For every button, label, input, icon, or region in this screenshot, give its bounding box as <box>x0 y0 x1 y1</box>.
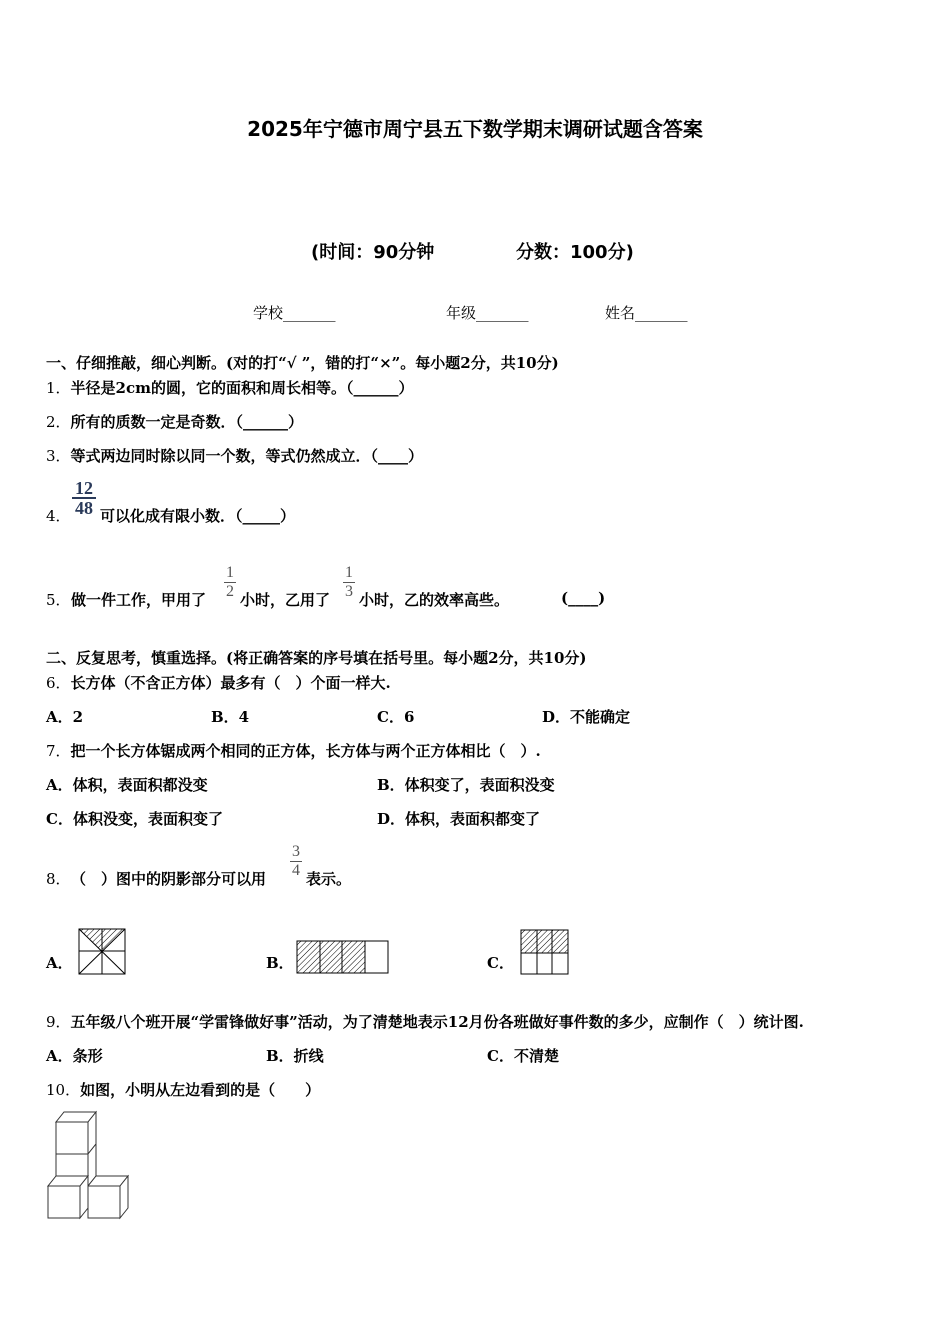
option-d: D．体积，表面积都变了 <box>377 810 541 828</box>
question-text: 所有的质数一定是奇数．（______） <box>70 413 304 431</box>
question-5-text-3: 小时，乙的效率高些。 <box>359 591 510 609</box>
option-b: B．体积变了，表面积没变 <box>377 776 555 794</box>
question-text: 如图，小明从左边看到的是（ ） <box>80 1081 321 1099</box>
question-text: 等式两边同时除以同一个数，等式仍然成立．（____） <box>70 447 424 465</box>
question-number: 1． <box>46 379 71 397</box>
option-c: C．体积没变，表面积变了 <box>46 810 223 828</box>
fraction-numerator: 1 <box>345 564 353 581</box>
option-b: B．折线 <box>266 1047 324 1065</box>
answer-blank: (____) <box>561 589 606 607</box>
fraction-12-48 <box>72 479 96 517</box>
option-b-figure <box>296 940 390 975</box>
option-a: A．体积，表面积都没变 <box>46 776 208 794</box>
question-number: 3． <box>46 447 71 465</box>
option-b: B． <box>266 954 294 972</box>
question-5-text-2: 小时，乙用了 <box>240 591 331 609</box>
option-c: C． <box>487 954 514 972</box>
question-number: 8． <box>46 870 71 888</box>
option-a: A．条形 <box>46 1047 103 1065</box>
fraction-numerator: 3 <box>292 843 300 860</box>
page-title: 2025年宁德市周宁县五下数学期末调研试题含答案 <box>247 117 703 141</box>
question-10 <box>46 1079 320 1100</box>
question-number: 4． <box>46 507 71 525</box>
school-field: 学校_______ <box>253 304 336 322</box>
question-4-number <box>46 505 71 526</box>
fraction-numerator: 1 <box>226 564 234 581</box>
question-number: 7． <box>46 742 71 760</box>
question-number: 2． <box>46 413 71 431</box>
option-a: A． <box>46 954 73 972</box>
option-c-figure <box>520 929 570 976</box>
score-info: 分数：100分) <box>516 242 634 263</box>
question-6 <box>46 672 391 693</box>
question-7 <box>46 740 541 761</box>
shaded-region <box>521 930 568 953</box>
question-5-number <box>46 589 71 610</box>
shaded-region <box>297 941 365 973</box>
fraction-denominator: 2 <box>226 583 234 600</box>
question-3 <box>46 445 423 466</box>
question-number: 5． <box>46 591 71 609</box>
option-b: B．4 <box>211 708 250 726</box>
question-number: 9． <box>46 1013 71 1031</box>
fraction-denominator: 4 <box>292 862 300 879</box>
grade-field: 年级_______ <box>446 304 529 322</box>
question-text: 把一个长方体锯成两个相同的正方体，长方体与两个正方体相比（ ）. <box>70 742 541 760</box>
option-c: C．不清楚 <box>487 1047 559 1065</box>
question-4-text: 可以化成有限小数．（_____） <box>100 507 296 525</box>
question-5-text-1: 做一件工作，甲用了 <box>71 591 207 609</box>
section2-heading: 二、反复思考，慎重选择。(将正确答案的序号填在括号里。每小题2分，共10分) <box>46 649 587 667</box>
question-text: 长方体（不含正方体）最多有（ ）个面一样大. <box>70 674 391 692</box>
option-d: D．不能确定 <box>542 708 631 726</box>
question-8-number <box>46 868 71 889</box>
question-text: 半径是2cm的圆，它的面积和周长相等。（______） <box>70 379 414 397</box>
question-8-text-1: （ ）图中的阴影部分可以用 <box>71 870 267 888</box>
question-8-text-2: 表示。 <box>306 870 352 888</box>
fraction-numerator: 12 <box>75 478 93 498</box>
fraction-denominator: 48 <box>72 497 96 517</box>
cube-stack-figure <box>44 1108 134 1226</box>
question-1 <box>46 377 414 398</box>
time-info: (时间：90分钟 <box>311 242 435 263</box>
option-c: C．6 <box>377 708 415 726</box>
option-a-figure <box>78 928 126 975</box>
question-9 <box>46 1011 804 1032</box>
fraction-3-4 <box>290 843 302 880</box>
fraction-denominator: 3 <box>345 583 353 600</box>
question-text: 五年级八个班开展“学雷锋做好事”活动，为了清楚地表示12月份各班做好事件数的多少，应制作（ ）统计图. <box>70 1013 804 1031</box>
fraction-1-2 <box>224 564 236 601</box>
name-field: 姓名_______ <box>605 304 688 322</box>
question-number: 10． <box>46 1081 81 1099</box>
fraction-1-3 <box>343 564 355 601</box>
question-number: 6． <box>46 674 71 692</box>
option-a: A．2 <box>46 708 84 726</box>
question-2 <box>46 411 303 432</box>
section1-heading: 一、仔细推敲，细心判断。(对的打“√ ”，错的打“×”。每小题2分，共10分) <box>46 354 559 372</box>
